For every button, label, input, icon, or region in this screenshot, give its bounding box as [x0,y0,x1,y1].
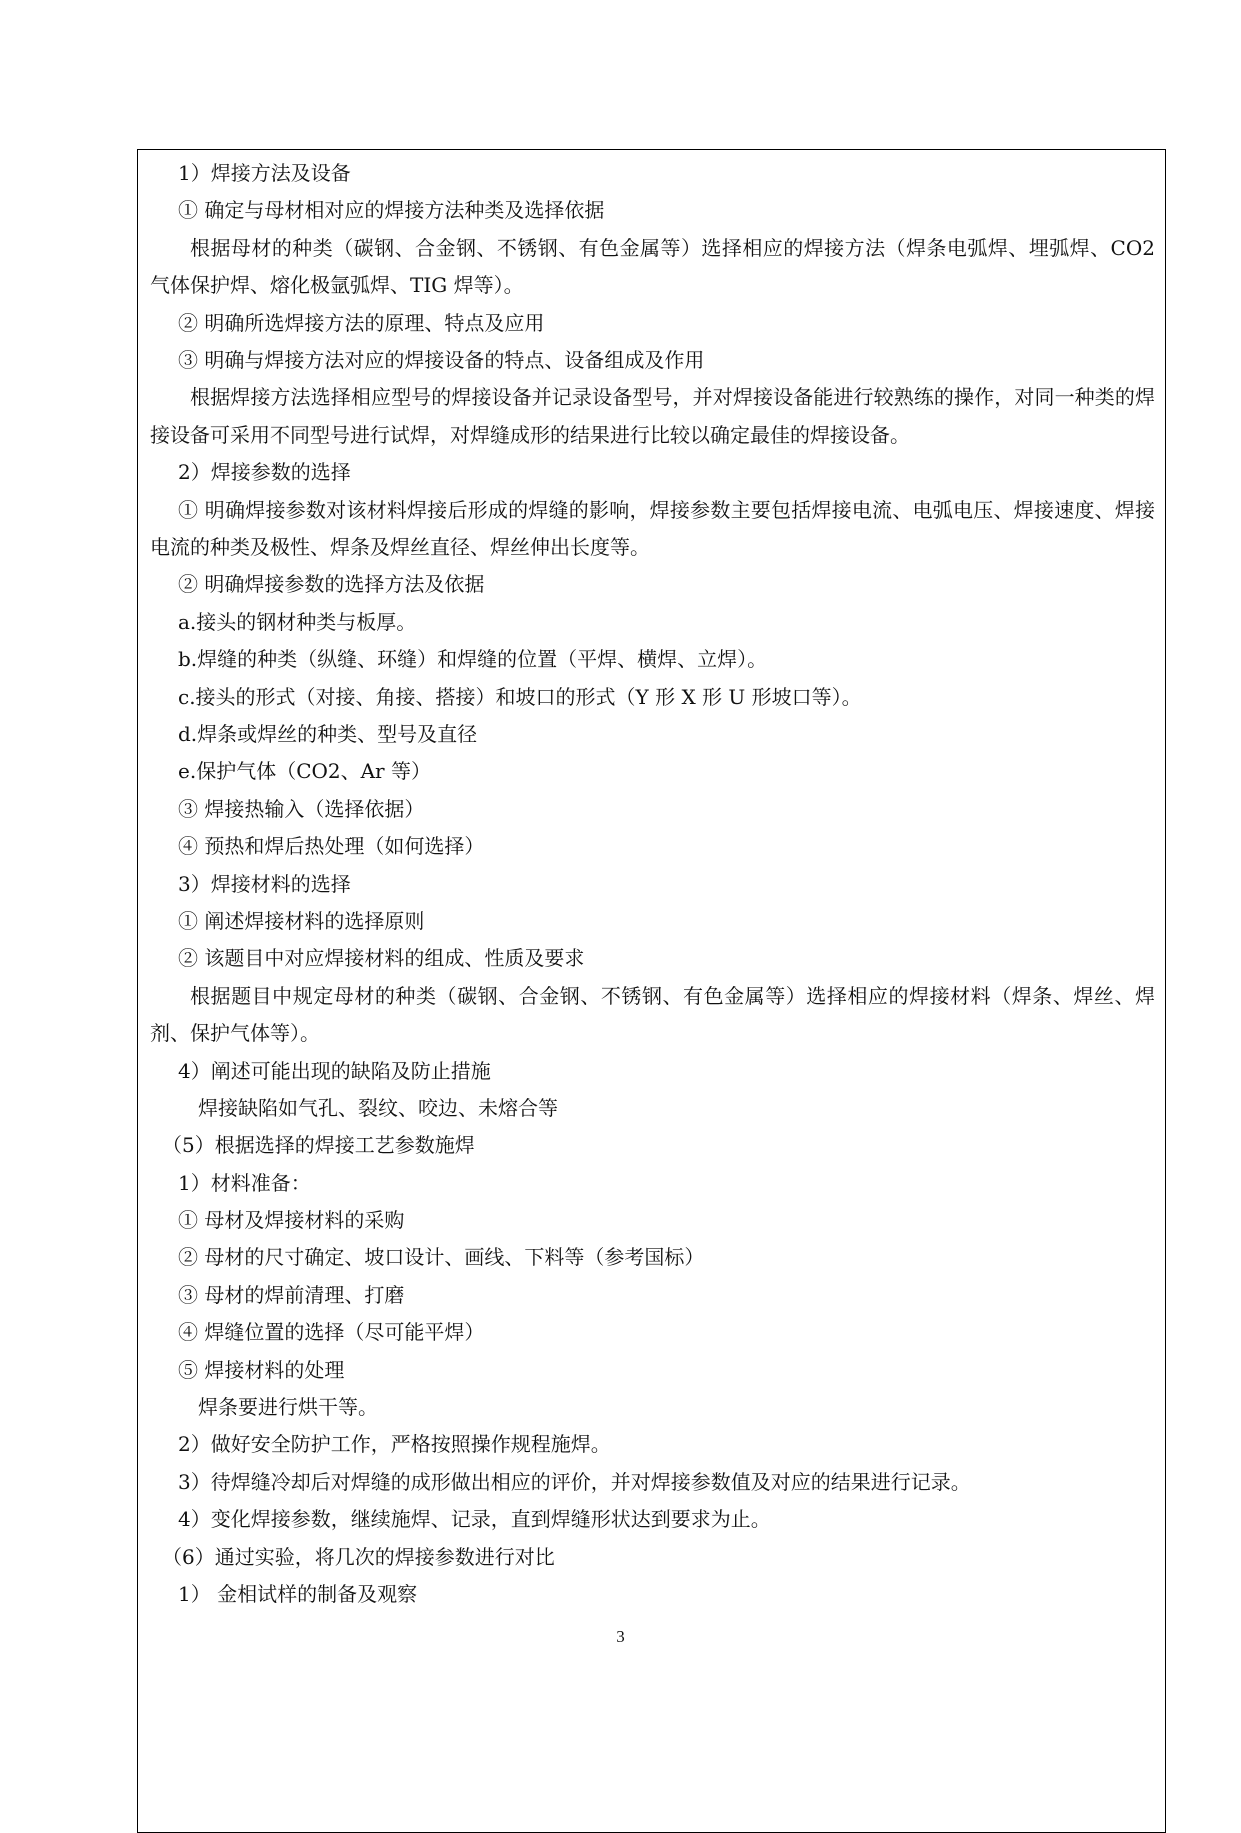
paragraph: 根据母材的种类（碳钢、合金钢、不锈钢、有色金属等）选择相应的焊接方法（焊条电弧焊、埋弧焊、CO2 气体保护焊、熔化极氩弧焊、TIG 焊等）。 [150,235,1155,298]
list-item: ② 该题目中对应焊接材料的组成、性质及要求 [178,946,585,971]
list-item: ② 母材的尺寸确定、坡口设计、画线、下料等（参考国标） [178,1245,705,1270]
section-heading: 3）焊接材料的选择 [178,871,351,896]
list-item: ① 母材及焊接材料的采购 [178,1208,405,1233]
section-heading: 1）材料准备： [178,1170,311,1195]
paragraph: 焊接缺陷如气孔、裂纹、咬边、未熔合等 [198,1095,558,1120]
list-item: ③ 母材的焊前清理、打磨 [178,1282,405,1307]
paragraph: 根据焊接方法选择相应型号的焊接设备并记录设备型号，并对焊接设备能进行较熟练的操作，对同一种类的焊接设备可采用不同型号进行试焊，对焊缝成形的结果进行比较以确定最佳的焊接设备。 [150,385,1155,447]
list-item: 3）待焊缝冷却后对焊缝的成形做出相应的评价，并对焊接参数值及对应的结果进行记录。 [178,1469,971,1494]
list-item: e.保护气体（CO2、Ar 等） [178,759,431,784]
paragraph: ① 明确焊接参数对该材料焊接后形成的焊缝的影响，焊接参数主要包括焊接电流、电弧电压、焊接速度、焊接电流的种类及极性、焊条及焊丝直径、焊丝伸出长度等。 [150,497,1155,559]
list-item: ④ 预热和焊后热处理（如何选择） [178,834,485,859]
list-item: a.接头的钢材种类与板厚。 [178,609,417,634]
list-item: ② 明确所选焊接方法的原理、特点及应用 [178,310,545,335]
section-heading: （5）根据选择的焊接工艺参数施焊 [162,1133,475,1158]
paragraph: 焊条要进行烘干等。 [198,1395,378,1420]
list-item: ② 明确焊接参数的选择方法及依据 [178,572,485,597]
section-heading: 4）阐述可能出现的缺陷及防止措施 [178,1058,491,1083]
list-item: d.焊条或焊丝的种类、型号及直径 [178,721,478,746]
list-item: b.焊缝的种类（纵缝、环缝）和焊缝的位置（平焊、横焊、立焊）。 [178,647,768,672]
list-item: ③ 明确与焊接方法对应的焊接设备的特点、设备组成及作用 [178,347,705,372]
section-heading: 2）焊接参数的选择 [178,460,351,485]
section-heading: 1）焊接方法及设备 [178,161,351,185]
list-item: c.接头的形式（对接、角接、搭接）和坡口的形式（Y 形 X 形 U 形坡口等）。 [178,684,862,709]
list-item: ① 确定与母材相对应的焊接方法种类及选择依据 [178,198,605,223]
list-item: ③ 焊接热输入（选择依据） [178,796,425,821]
list-item: 2）做好安全防护工作，严格按照操作规程施焊。 [178,1432,611,1457]
list-item: ① 阐述焊接材料的选择原则 [178,908,425,933]
section-heading: （6）通过实验，将几次的焊接参数进行对比 [162,1544,555,1569]
list-item: ⑤ 焊接材料的处理 [178,1357,345,1382]
document-body [150,155,1155,1613]
list-item: 4）变化焊接参数，继续施焊、记录，直到焊缝形状达到要求为止。 [178,1507,771,1532]
content-frame [137,149,1166,1833]
section-heading: 1） 金相试样的制备及观察 [178,1581,418,1606]
list-item: ④ 焊缝位置的选择（尽可能平焊） [178,1320,485,1345]
paragraph: 根据题目中规定母材的种类（碳钢、合金钢、不锈钢、有色金属等）选择相应的焊接材料（焊条、焊丝、焊剂、保护气体等）。 [150,983,1155,1046]
page-number: 3 [616,1627,625,1646]
